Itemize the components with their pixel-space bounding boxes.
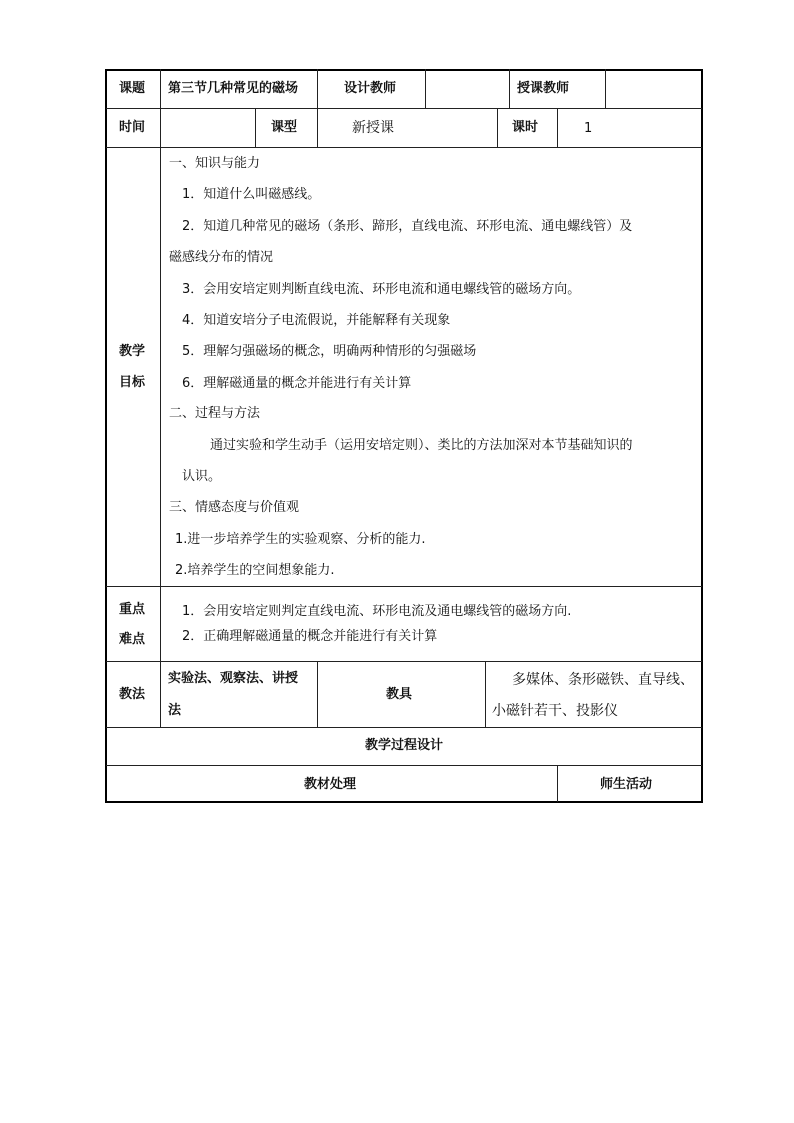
teacher-label: 授课教师 <box>517 81 570 96</box>
keypoint-item: 2．正确理解磁通量的概念并能进行有关计算 <box>182 629 438 644</box>
lesson-type-label: 课型 <box>271 120 298 135</box>
goals-item: 6．理解磁通量的概念并能进行有关计算 <box>182 376 412 391</box>
col-line <box>425 69 426 109</box>
goals-item: 4．知道安培分子电流假说，并能解释有关现象 <box>182 313 451 328</box>
col-line <box>317 69 318 109</box>
topic-value: 第三节几种常见的磁场 <box>168 81 299 96</box>
goals-label-line1: 教学 <box>119 344 146 359</box>
goals-item: 3．会用安培定则判断直线电流、环形电流和通电螺线管的磁场方向。 <box>182 282 581 297</box>
hours-label: 课时 <box>512 120 539 135</box>
col-line <box>485 661 486 728</box>
time-label: 时间 <box>119 120 146 135</box>
process-col-materials: 教材处理 <box>304 777 357 792</box>
keypoints-label-line1: 重点 <box>119 602 146 617</box>
methods-value-line1: 实验法、观察法、讲授 <box>168 671 299 686</box>
col-line <box>160 69 161 148</box>
methods-value-line2: 法 <box>168 703 182 718</box>
row-line-3 <box>106 586 702 587</box>
col-line <box>497 108 498 148</box>
goals-item: 1.进一步培养学生的实验观察、分析的能力. <box>175 532 426 547</box>
col-line <box>605 69 606 109</box>
goals-section-3: 三、情感态度与价值观 <box>169 500 300 515</box>
goals-process-line2: 认识。 <box>182 469 222 484</box>
designer-label: 设计教师 <box>344 81 397 96</box>
hours-value: 1 <box>584 121 593 136</box>
topic-label: 课题 <box>119 81 146 96</box>
process-col-activities: 师生活动 <box>600 777 653 792</box>
lesson-type-value: 新授课 <box>352 120 394 136</box>
goals-item: 5．理解匀强磁场的概念，明确两种情形的匀强磁场 <box>182 344 477 359</box>
tools-label: 教具 <box>386 687 413 702</box>
row-line-2 <box>106 147 702 148</box>
col-line <box>317 108 318 148</box>
col-line <box>317 661 318 728</box>
col-line <box>160 147 161 728</box>
keypoints-label-line2: 难点 <box>119 632 146 647</box>
goals-label-line2: 目标 <box>119 375 146 390</box>
col-line <box>557 765 558 802</box>
row-line-6 <box>106 765 702 766</box>
col-line <box>509 69 510 109</box>
tools-value-line1: 多媒体、条形磁铁、直导线、 <box>512 672 694 688</box>
tools-value-line2: 小磁针若干、投影仪 <box>492 703 618 719</box>
methods-label: 教法 <box>119 687 146 702</box>
goals-item: 磁感线分布的情况 <box>169 250 274 265</box>
goals-process-line1: 通过实验和学生动手（运用安培定则）、类比的方法加深对本节基础知识的 <box>210 438 633 453</box>
table-border-bottom <box>106 801 702 803</box>
col-line <box>557 108 558 148</box>
table-border-right <box>701 69 703 803</box>
row-line-4 <box>106 661 702 662</box>
goals-item: 2.培养学生的空间想象能力. <box>175 563 335 578</box>
table-border-left <box>105 69 107 803</box>
row-line-1 <box>106 108 702 109</box>
goals-section-2: 二、过程与方法 <box>169 406 261 421</box>
col-line <box>255 108 256 148</box>
keypoint-item: 1．会用安培定则判定直线电流、环形电流及通电螺线管的磁场方向. <box>182 604 572 619</box>
table-border-top <box>106 69 702 71</box>
goals-section-1: 一、知识与能力 <box>169 156 261 171</box>
goals-item: 1．知道什么叫磁感线。 <box>182 187 321 202</box>
goals-item: 2．知道几种常见的磁场（条形、蹄形，直线电流、环形电流、通电螺线管）及 <box>182 219 633 234</box>
row-line-5 <box>106 727 702 728</box>
process-title: 教学过程设计 <box>364 738 443 753</box>
